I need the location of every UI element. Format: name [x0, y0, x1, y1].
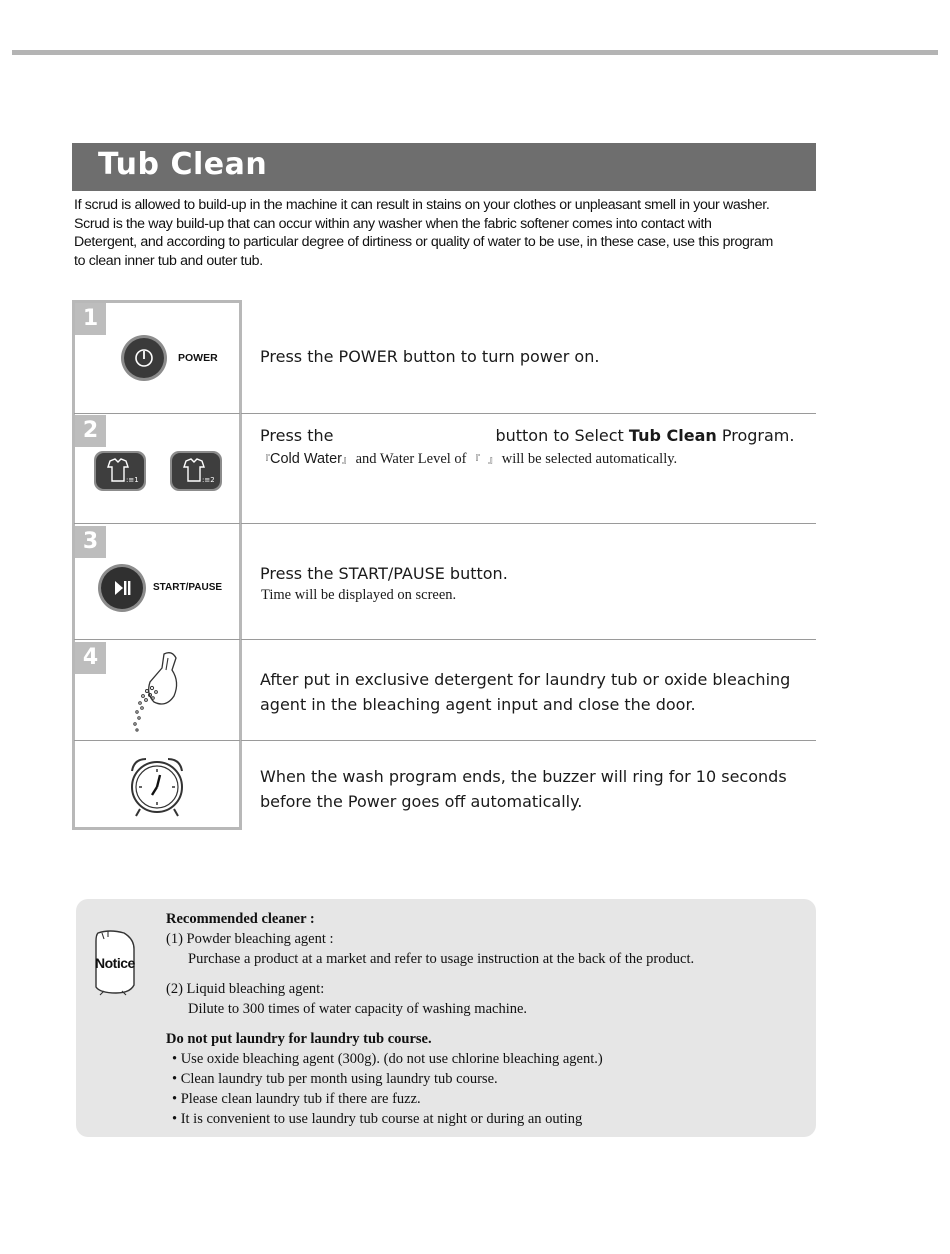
divider [241, 639, 816, 640]
cold-water-label: Cold Water [270, 451, 342, 467]
notice-text [166, 909, 694, 1129]
step-4-line-2: agent in the bleaching agent input and close the door. [260, 695, 696, 714]
notice-item-detail: Purchase a product at a market and refer to usage instruction at the back of the product. [188, 951, 695, 967]
intro-line: If scrud is allowed to build-up in the machine it can result in stains on your clothes or unpleasant smell in your washer. [74, 197, 770, 213]
step-2-subtext [260, 451, 677, 468]
svg-text::≡1: :≡1 [126, 476, 139, 484]
notice-bullet: • Use oxide bleaching agent (300g). (do not use chlorine bleaching agent.) [172, 1051, 603, 1067]
detergent-graphic [128, 648, 186, 736]
start-pause-label: START/PAUSE [153, 582, 223, 593]
start-pause-button-graphic [97, 563, 147, 613]
power-label: POWER [178, 352, 218, 364]
shirt-program-icon [93, 450, 147, 492]
step-3-text: Press the START/PAUSE button. [260, 564, 508, 583]
divider [74, 639, 240, 640]
divider [241, 413, 816, 414]
step-3-subtext: Time will be displayed on screen. [261, 587, 457, 603]
bracket-open: 『 [470, 455, 481, 466]
bracket-close: 』 [488, 455, 499, 466]
step-2-text-b: button to Select [495, 426, 624, 445]
notice-bullet: • Please clean laundry tub if there are fuzz. [172, 1091, 421, 1107]
step-number: 1 [75, 303, 106, 335]
step-number: 4 [75, 642, 106, 674]
divider [241, 740, 816, 741]
intro-paragraph [74, 196, 818, 270]
notice-heading: Recommended cleaner : [166, 911, 315, 927]
intro-line: Detergent, and according to particular degree of dirtiness or quality of water to be use, in these case, use this program [74, 234, 773, 250]
notice-bullet: • It is convenient to use laundry tub course at night or during an outing [172, 1111, 583, 1127]
notice-bullet-text: Use oxide bleaching agent (300g). (do not use chlorine bleaching agent.) [180, 1051, 603, 1067]
water-level-text: and Water Level of [355, 451, 467, 467]
step-2-program-name: Tub Clean [628, 426, 717, 445]
notice-item: (2) Liquid bleaching agent: [166, 981, 325, 997]
auto-select-text: will be selected automatically. [501, 451, 678, 467]
program-button-2 [169, 450, 223, 492]
notice-bullet-text: It is convenient to use laundry tub course at night or during an outing [180, 1111, 583, 1127]
title-bar [72, 143, 816, 191]
divider [74, 413, 240, 414]
notice-bullet-text: Clean laundry tub per month using laundry tub course. [180, 1071, 498, 1087]
notice-label: Notice [95, 955, 135, 971]
divider [74, 740, 240, 741]
divider [241, 523, 816, 524]
step-5-line-1: When the wash program ends, the buzzer will ring for 10 seconds [260, 767, 787, 786]
step-4-line-1: After put in exclusive detergent for laundry tub or oxide bleaching [260, 670, 791, 689]
intro-line: Scrud is the way build-up that can occur within any washer when the fabric softener comes into contact with [74, 215, 712, 232]
svg-text::≡2: :≡2 [202, 476, 215, 484]
step-2-text-c: Program. [721, 426, 795, 445]
step-number: 3 [75, 526, 106, 558]
top-rule [12, 50, 938, 55]
notice-icon-graphic [90, 929, 138, 999]
step-5-line-2: before the Power goes off automatically. [260, 792, 583, 811]
step-2-text-a: Press the [260, 426, 334, 445]
notice-bullet-text: Please clean laundry tub if there are fuzz. [180, 1091, 421, 1107]
page-title: Tub Clean [98, 147, 268, 182]
divider [74, 523, 240, 524]
detergent-scoop-icon [128, 648, 186, 736]
power-button-graphic [120, 334, 168, 382]
notice-box [76, 899, 816, 1137]
power-icon [120, 334, 168, 382]
notice-heading-2: Do not put laundry for laundry tub course. [166, 1031, 432, 1047]
notice-bullet: • Clean laundry tub per month using laundry tub course. [172, 1071, 498, 1087]
shirt-program-icon [169, 450, 223, 492]
step-2-text [260, 426, 794, 445]
program-button-1 [93, 450, 147, 492]
bracket-open: 『 [260, 455, 270, 466]
step-number: 2 [75, 415, 106, 447]
notice-item-detail: Dilute to 300 times of water capacity of washing machine. [188, 1001, 528, 1017]
step-1-text: Press the POWER button to turn power on. [260, 347, 600, 366]
intro-line: to clean inner tub and outer tub. [74, 252, 263, 269]
alarm-graphic [126, 755, 188, 819]
alarm-clock-icon [126, 755, 188, 819]
bracket-close: 』 [341, 455, 352, 466]
notice-item: (1) Powder bleaching agent : [166, 931, 334, 947]
play-pause-icon [97, 563, 147, 613]
